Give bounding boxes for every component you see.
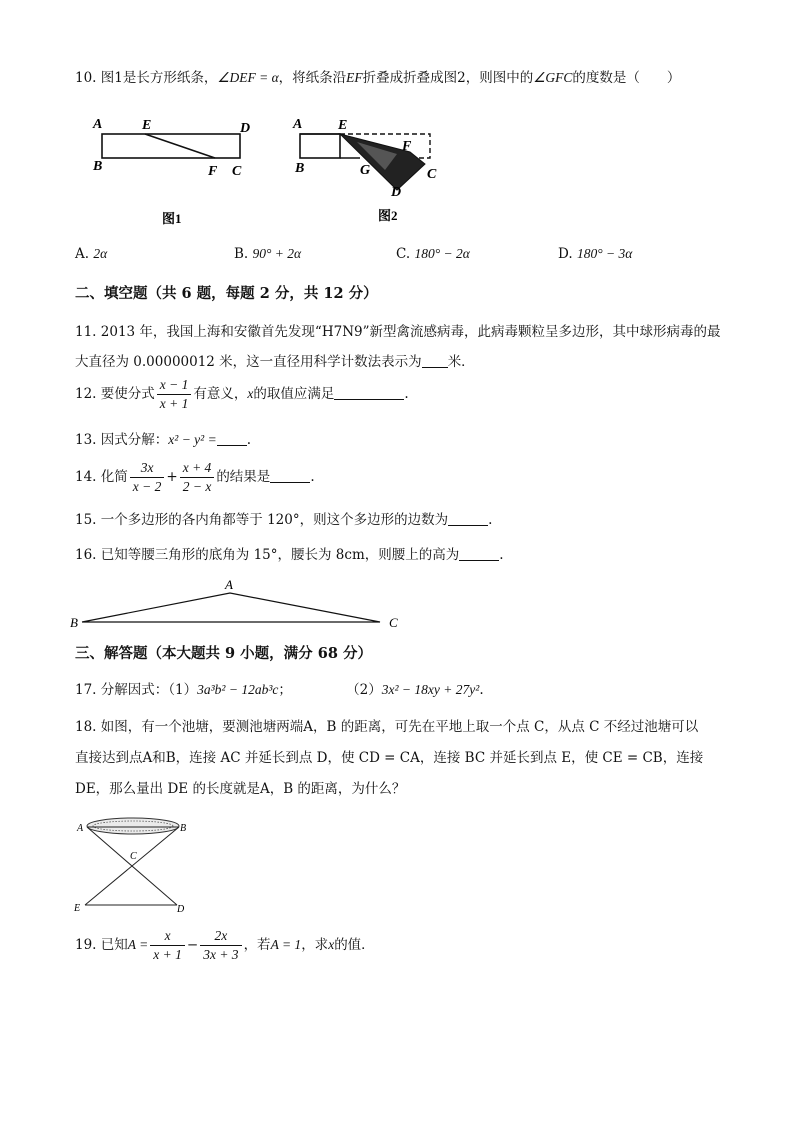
section-heading: 二、填空题（共 6 题，每题 2 分，共 12 分） bbox=[75, 285, 378, 302]
math-var: x bbox=[328, 937, 335, 952]
question-number: 17. bbox=[75, 682, 97, 698]
label-D: D bbox=[391, 185, 402, 200]
option-value: 90° + 2α bbox=[252, 246, 302, 261]
q12-text: 的取值应满足 bbox=[253, 386, 335, 402]
math-expr: A = bbox=[127, 937, 149, 952]
label-E: E bbox=[142, 118, 152, 133]
q17-text: . bbox=[479, 682, 484, 698]
label-F: F bbox=[208, 164, 218, 179]
q18-line-1 bbox=[75, 715, 698, 735]
q11-text: 2013 年，我国上海和安徽首先发现“H7N9”新型禽流感病毒，此病毒颗粒呈多边形，其中球形病毒的最 bbox=[100, 324, 721, 340]
question-number: 14. bbox=[75, 469, 97, 485]
question-number: 12. bbox=[75, 386, 97, 402]
answer-blank[interactable] bbox=[270, 469, 310, 484]
q19-text: 的值． bbox=[334, 937, 375, 953]
q14-text: . bbox=[310, 469, 315, 485]
q16 bbox=[75, 543, 504, 563]
q10-stem bbox=[75, 66, 680, 86]
answer-blank[interactable] bbox=[448, 512, 488, 527]
denominator: x + 1 bbox=[157, 394, 192, 413]
q13-text: . bbox=[246, 432, 252, 448]
label-E: E bbox=[338, 118, 348, 133]
option-b[interactable] bbox=[234, 246, 301, 262]
q16-triangle-figure bbox=[68, 576, 408, 632]
label-A: A bbox=[293, 117, 303, 132]
numerator: x bbox=[164, 928, 171, 943]
q12-text: 要使分式 bbox=[100, 386, 155, 402]
option-a[interactable] bbox=[75, 246, 107, 262]
q12-text: 有意义， bbox=[193, 386, 248, 402]
q19-text: 已知 bbox=[100, 937, 128, 953]
numerator: 3x bbox=[140, 460, 154, 475]
fraction bbox=[150, 927, 185, 964]
answer-blank[interactable] bbox=[459, 547, 499, 562]
math-expr: 3x² − 18xy + 27y² bbox=[381, 682, 480, 697]
q14-text: 的结果是 bbox=[216, 469, 271, 485]
math-expr: x² − y² = bbox=[168, 432, 217, 447]
label-F: F bbox=[402, 139, 412, 154]
q17-text: ； bbox=[278, 682, 292, 698]
option-d[interactable] bbox=[558, 246, 632, 262]
q10-text: ，将纸条沿 bbox=[278, 70, 347, 86]
fraction bbox=[157, 376, 192, 413]
label-B: B bbox=[93, 159, 103, 174]
q17-text: （2） bbox=[346, 682, 382, 698]
q18-text: DE，那么量出 DE 的长度就是A，B 的距离，为什么？ bbox=[75, 781, 406, 797]
label-C: C bbox=[130, 851, 137, 862]
q19 bbox=[75, 927, 375, 964]
numerator: 2x bbox=[214, 928, 228, 943]
label-C: C bbox=[232, 164, 242, 179]
option-letter: C. bbox=[396, 246, 411, 262]
math-op: + bbox=[166, 469, 178, 485]
label-D: D bbox=[240, 121, 251, 136]
q18-text: 如图，有一个池塘，要测池塘两端A，B 的距离，可先在平地上取一个点 C，从点 C 不经过池塘可以 bbox=[100, 719, 699, 735]
figure-caption: 图2 bbox=[378, 208, 398, 223]
section-heading: 三、解答题（本大题共 9 小题，满分 68 分） bbox=[75, 645, 372, 662]
q12-text: . bbox=[404, 386, 409, 402]
label-C: C bbox=[389, 615, 398, 630]
q11-text: 米． bbox=[447, 354, 475, 370]
label-C: C bbox=[427, 167, 437, 182]
answer-blank[interactable] bbox=[422, 354, 448, 369]
q16-text: 已知等腰三角形的底角为 15°，腰长为 8cm，则腰上的高为 bbox=[100, 547, 460, 563]
q12 bbox=[75, 376, 409, 413]
q18-pond-figure bbox=[72, 812, 197, 917]
q18-line-2 bbox=[75, 746, 703, 766]
question-number: 13. bbox=[75, 432, 97, 448]
math-ef: EF bbox=[346, 70, 363, 85]
q14 bbox=[75, 459, 315, 496]
q10-figure-1 bbox=[90, 112, 255, 232]
denominator: 3x + 3 bbox=[200, 945, 241, 964]
q18-text: 直接达到点A和B，连接 AC 并延长到点 D，使 CD = CA，连接 BC 并延长到点 E，使 CE = CB，连接 bbox=[75, 750, 704, 766]
q14-text: 化简 bbox=[100, 469, 128, 485]
denominator: x − 2 bbox=[130, 477, 165, 496]
option-c[interactable] bbox=[396, 246, 470, 262]
label-A: A bbox=[225, 577, 233, 592]
q18-line-3 bbox=[75, 777, 405, 797]
q15 bbox=[75, 508, 492, 528]
q10-text: 折叠成折叠成图2，则图中的 bbox=[362, 70, 534, 86]
denominator: x + 1 bbox=[150, 945, 185, 964]
q15-text: . bbox=[488, 512, 493, 528]
option-letter: B. bbox=[234, 246, 249, 262]
q10-figure-2 bbox=[285, 112, 455, 232]
question-number: 19. bbox=[75, 937, 97, 953]
q16-text: . bbox=[499, 547, 504, 563]
label-A: A bbox=[93, 117, 103, 132]
fraction bbox=[200, 927, 241, 964]
option-letter: A. bbox=[75, 246, 90, 262]
math-op: − bbox=[186, 937, 199, 953]
q19-text: ，若 bbox=[243, 937, 271, 953]
numerator: x + 4 bbox=[182, 460, 212, 475]
question-number: 11. bbox=[75, 324, 97, 340]
question-number: 10. bbox=[75, 70, 97, 86]
fraction bbox=[130, 459, 165, 496]
fraction bbox=[180, 459, 215, 496]
q17-text: 分解因式：（1） bbox=[100, 682, 198, 698]
numerator: x − 1 bbox=[159, 377, 189, 392]
denominator: 2 − x bbox=[180, 477, 215, 496]
label-D: D bbox=[177, 904, 185, 915]
option-value: 180° − 2α bbox=[414, 246, 470, 261]
q13-text: 因式分解： bbox=[100, 432, 169, 448]
question-number: 18. bbox=[75, 719, 97, 735]
q11-line-2 bbox=[75, 350, 475, 370]
math-angle-gfc: ∠GFC bbox=[533, 70, 573, 85]
option-value: 2α bbox=[93, 246, 108, 261]
math-expr: A = 1 bbox=[270, 937, 302, 952]
question-number: 16. bbox=[75, 547, 97, 563]
label-E: E bbox=[74, 903, 81, 914]
q17 bbox=[75, 678, 484, 698]
q19-text: ，求 bbox=[301, 937, 329, 953]
q11-line-1 bbox=[75, 320, 721, 340]
label-B: B bbox=[180, 823, 187, 834]
math-expr: 3a³b² − 12ab³c bbox=[197, 682, 279, 697]
math-var: x bbox=[247, 386, 254, 401]
figure-caption: 图1 bbox=[162, 211, 182, 226]
label-G: G bbox=[360, 163, 371, 178]
answer-blank[interactable] bbox=[334, 386, 404, 401]
label-B: B bbox=[295, 161, 305, 176]
math-angle-def: ∠DEF = α bbox=[217, 70, 279, 85]
option-value: 180° − 3α bbox=[576, 246, 633, 261]
q11-text: 大直径为 0.00000012 米，这一直径用科学计数法表示为 bbox=[75, 354, 422, 370]
q15-text: 一个多边形的各内角都等于 120°，则这个多边形的边数为 bbox=[100, 512, 449, 528]
q13 bbox=[75, 428, 251, 448]
option-letter: D. bbox=[558, 246, 573, 262]
label-A: A bbox=[77, 823, 84, 834]
question-number: 15. bbox=[75, 512, 97, 528]
q10-text: 图1是长方形纸条， bbox=[100, 70, 218, 86]
label-B: B bbox=[70, 615, 78, 630]
answer-blank[interactable] bbox=[217, 432, 247, 447]
q10-text: 的度数是（ ） bbox=[572, 70, 681, 86]
